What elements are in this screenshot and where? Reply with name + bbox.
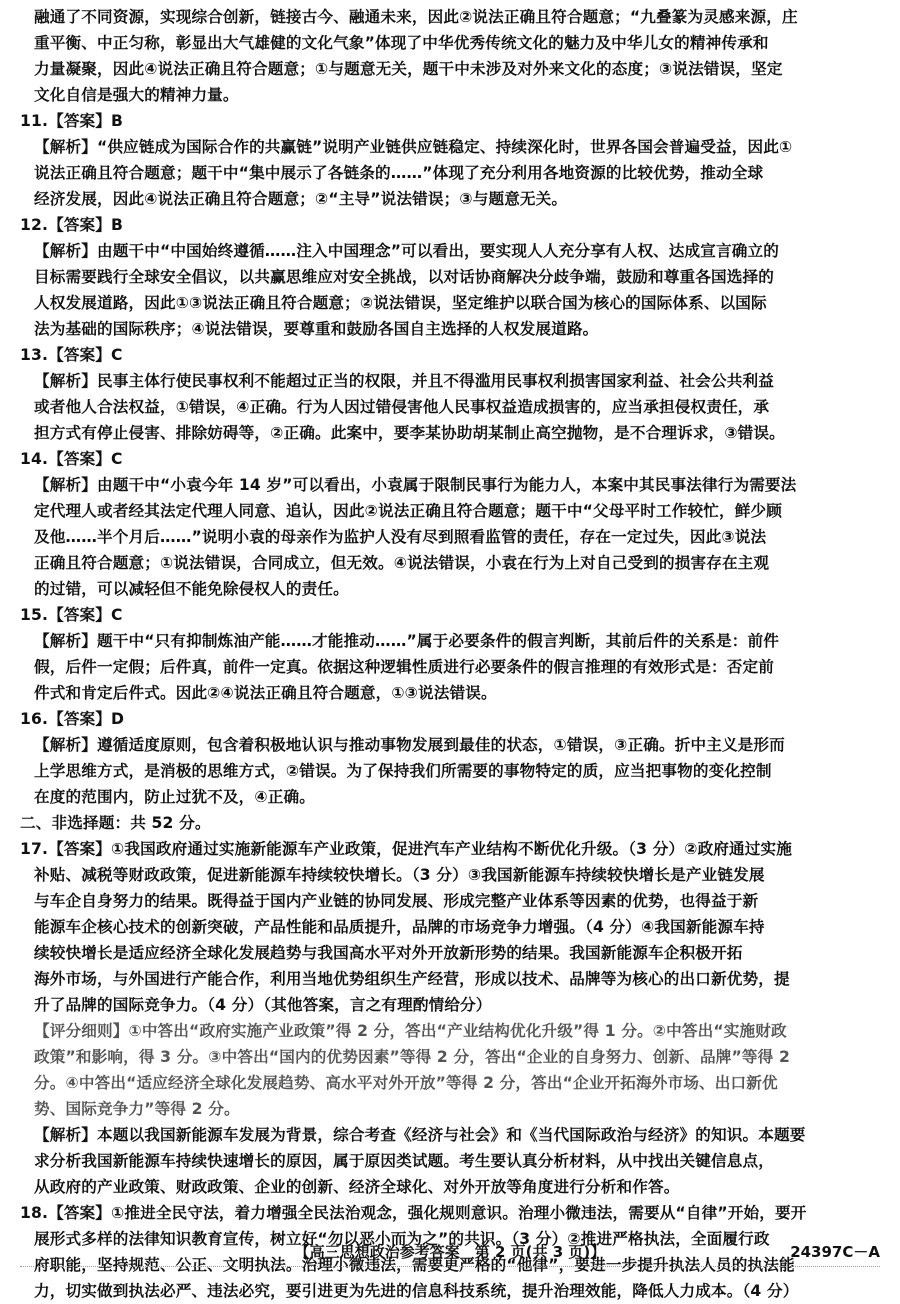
answer-line: 海外市场，与外国进行产能合作，利用当地优势组织生产经营，形成以技术、品牌等为核心的出口新优势，提 — [34, 970, 790, 988]
analysis-line: 在度的范围内，防止过犹不及，④正确。 — [34, 788, 315, 806]
analysis-line: 件式和肯定后件式。因此②④说法正确且符合题意，①③说法错误。 — [34, 684, 497, 702]
analysis-line: 经济发展，因此④说法正确且符合题意；②“主导”说法错误；③与题意无关。 — [34, 190, 568, 208]
analysis-line: 【解析】本题以我国新能源车发展为背景，综合考查《经济与社会》和《当代国际政治与经济》的知识。本题要 — [34, 1126, 806, 1144]
page-footer — [0, 1238, 900, 1266]
answer-label: 14.【答案】C — [20, 450, 123, 468]
scoring-line: 势、国际竞争力”等得 2 分。 — [34, 1100, 240, 1118]
intro-continuation — [20, 4, 880, 108]
analysis — [20, 732, 880, 810]
intro-line: 重平衡、中正匀称，彰显出大气雄健的文化气象”体现了中华优秀传统文化的魅力及中华儿女的精神传承和 — [34, 34, 769, 52]
question-16 — [20, 706, 880, 810]
analysis-line: 或者他人合法权益，①错误，④正确。行为人因过错侵害他人民事权益造成损害的，应当承担侵权责任，承 — [34, 398, 770, 416]
question-11 — [20, 108, 880, 212]
analysis-line: 求分析我国新能源车持续快速增长的原因，属于原因类试题。考生要认真分析材料，从中找出关键信息点， — [34, 1152, 774, 1170]
analysis — [20, 134, 880, 212]
analysis-line: 【解析】民事主体行使民事权利不能超过正当的权限，并且不得滥用民事权利损害国家利益、社会公共利益 — [34, 372, 774, 390]
analysis-line: 担方式有停止侵害、排除妨碍等，②正确。此案中，要李某协助胡某制止高空抛物，是不合理诉求，③错误。 — [34, 424, 785, 442]
question-list — [20, 108, 880, 1304]
analysis-line: 【解析】“供应链成为国际合作的共赢链”说明产业链供应链稳定、持续深化时，世界各国会普遍受益，因此① — [34, 138, 793, 156]
answer-line: 展形式多样的法律知识教育宣传，树立好“勿以恶小而为之”的共识。（3 分）②推进严格执法，全面履行政 — [34, 1230, 770, 1248]
analysis-line: 【解析】题干中“只有抑制炼油产能……才能推动……”属于必要条件的假言判断，其前后件的关系是：前件 — [34, 632, 780, 650]
answer-label: 12.【答案】B — [20, 216, 124, 234]
analysis — [20, 628, 880, 706]
footer-code: 24397C－A — [790, 1243, 880, 1261]
question-15 — [20, 602, 880, 706]
scoring-line: 分。④中答出“适应经济全球化发展趋势、高水平对外开放”等得 2 分，答出“企业开拓海外市场、出口新优 — [34, 1074, 778, 1092]
analysis-line: 从政府的产业政策、财政政策、企业的创新、经济全球化、对外开放等角度进行分析和作答。 — [34, 1178, 680, 1196]
answer-line: 17.【答案】①我国政府通过实施新能源车产业政策，促进汽车产业结构不断优化升级。（3 分）②政府通过实施 — [20, 840, 793, 858]
answer-label: 11.【答案】B — [20, 112, 124, 130]
analysis-line: 的过错，可以减轻但不能免除侵权人的责任。 — [34, 580, 349, 598]
intro-line: 文化自信是强大的精神力量。 — [34, 86, 239, 104]
answer-line: 18.【答案】①推进全民守法，着力增强全民法治观念，强化规则意识。治理小微违法，需要从“自律”开始，要开 — [20, 1204, 807, 1222]
analysis-line: 【解析】遵循适度原则，包含着积极地认识与推动事物发展到最佳的状态，①错误，③正确。折中主义是形而 — [34, 736, 785, 754]
answer-line: 续较快增长是适应经济全球化发展趋势与我国高水平对外开放新形势的结果。我国新能源车企积极开拓 — [34, 944, 743, 962]
analysis-line: 假，后件一定假；后件真，前件一定真。依据这种逻辑性质进行必要条件的假言推理的有效形式是：否定前 — [34, 658, 774, 676]
analysis-line: 正确且符合题意；①说法错误，合同成立，但无效。④说法错误，小袁在行为上对自己受到的损害存在主观 — [34, 554, 770, 572]
analysis-line: 人权发展道路，因此①③说法正确且符合题意；②说法错误，坚定维护以联合国为核心的国际体系、以国际 — [34, 294, 767, 312]
analysis-line: 及他……半个月后……”说明小袁的母亲作为监护人没有尽到照看监管的责任，存在一定过失，因此③说法 — [34, 528, 767, 546]
analysis-line: 说法正确且符合题意；题干中“集中展示了各链条的……”体现了充分利用各地资源的比较优势，推动全球 — [34, 164, 764, 182]
analysis — [20, 238, 880, 342]
section-heading: 二、非选择题：共 52 分。 — [20, 814, 211, 832]
footer-divider — [20, 1266, 880, 1267]
question-17 — [20, 836, 880, 1200]
scoring-rules — [20, 1018, 880, 1122]
analysis-line: 法为基础的国际秩序；④说法错误，要尊重和鼓励各国自主选择的人权发展道路。 — [34, 320, 599, 338]
analysis — [20, 472, 880, 602]
intro-line: 融通了不同资源，实现综合创新，链接古今、融通未来，因此②说法正确且符合题意；“九叠篆为灵感来源，庄 — [34, 8, 798, 26]
answer-document — [20, 4, 880, 1304]
scoring-line: 【评分细则】①中答出“政府实施产业政策”得 2 分，答出“产业结构优化升级”得 1 分。②中答出“实施财政 — [34, 1022, 787, 1040]
scoring-line: 政策”和影响，得 3 分。③中答出“国内的优势因素”等得 2 分，答出“企业的自身努力、创新、品牌”等得 2 — [34, 1048, 790, 1066]
analysis — [20, 1122, 880, 1200]
answer-line: 升了品牌的国际竞争力。（4 分）（其他答案，言之有理酌情给分） — [34, 996, 492, 1014]
answer-line: 力，切实做到执法必严、违法必究，要引进更为先进的信息科技系统，提升治理效能，降低人力成本。（4 分） — [34, 1282, 799, 1300]
answer-label: 16.【答案】D — [20, 710, 125, 728]
answer-line: 府职能，坚持规范、公正、文明执法。治理小微违法，需要更严格的“他律”，要进一步提升执法人员的执法能 — [34, 1256, 795, 1274]
intro-line: 力量凝聚，因此④说法正确且符合题意；①与题意无关，题干中未涉及对外来文化的态度；③说法错误，坚定 — [34, 60, 783, 78]
footer-title: 【高三思想政治参考答案 第 2 页(共 3 页)】 — [294, 1243, 606, 1261]
analysis-line: 定代理人或者经其法定代理人同意、追认，因此②说法正确且符合题意；题干中“父母平时工作较忙，鲜少顾 — [34, 502, 782, 520]
analysis-line: 【解析】由题干中“中国始终遵循……注入中国理念”可以看出，要实现人人充分享有人权、达成宣言确立的 — [34, 242, 780, 260]
answer-line: 能源车企核心技术的创新突破，产品性能和品质提升，品牌的市场竞争力增强。（4 分）④我国新能源车持 — [34, 918, 765, 936]
analysis-line: 【解析】由题干中“小袁今年 14 岁”可以看出，小袁属于限制民事行为能力人，本案中其民事法律行为需要法 — [34, 476, 797, 494]
answer-line: 与车企自身努力的结果。既得益于国内产业链的协同发展、形成完整产业体系等因素的优势，也得益于新 — [34, 892, 759, 910]
question-13 — [20, 342, 880, 446]
answer-label: 13.【答案】C — [20, 346, 123, 364]
answer-line: 补贴、减税等财政政策，促进新能源车持续较快增长。（3 分）③我国新能源车持续较快增长是产业链发展 — [34, 866, 765, 884]
analysis — [20, 368, 880, 446]
analysis-line: 目标需要践行全球安全倡议，以共赢思维应对安全挑战，以对话协商解决分歧争端，鼓励和尊重各国选择的 — [34, 268, 774, 286]
analysis-line: 上学思维方式，是消极的思维方式，②错误。为了保持我们所需要的事物特定的质，应当把事物的变化控制 — [34, 762, 772, 780]
question-14 — [20, 446, 880, 602]
question-12 — [20, 212, 880, 342]
answer-label: 15.【答案】C — [20, 606, 123, 624]
